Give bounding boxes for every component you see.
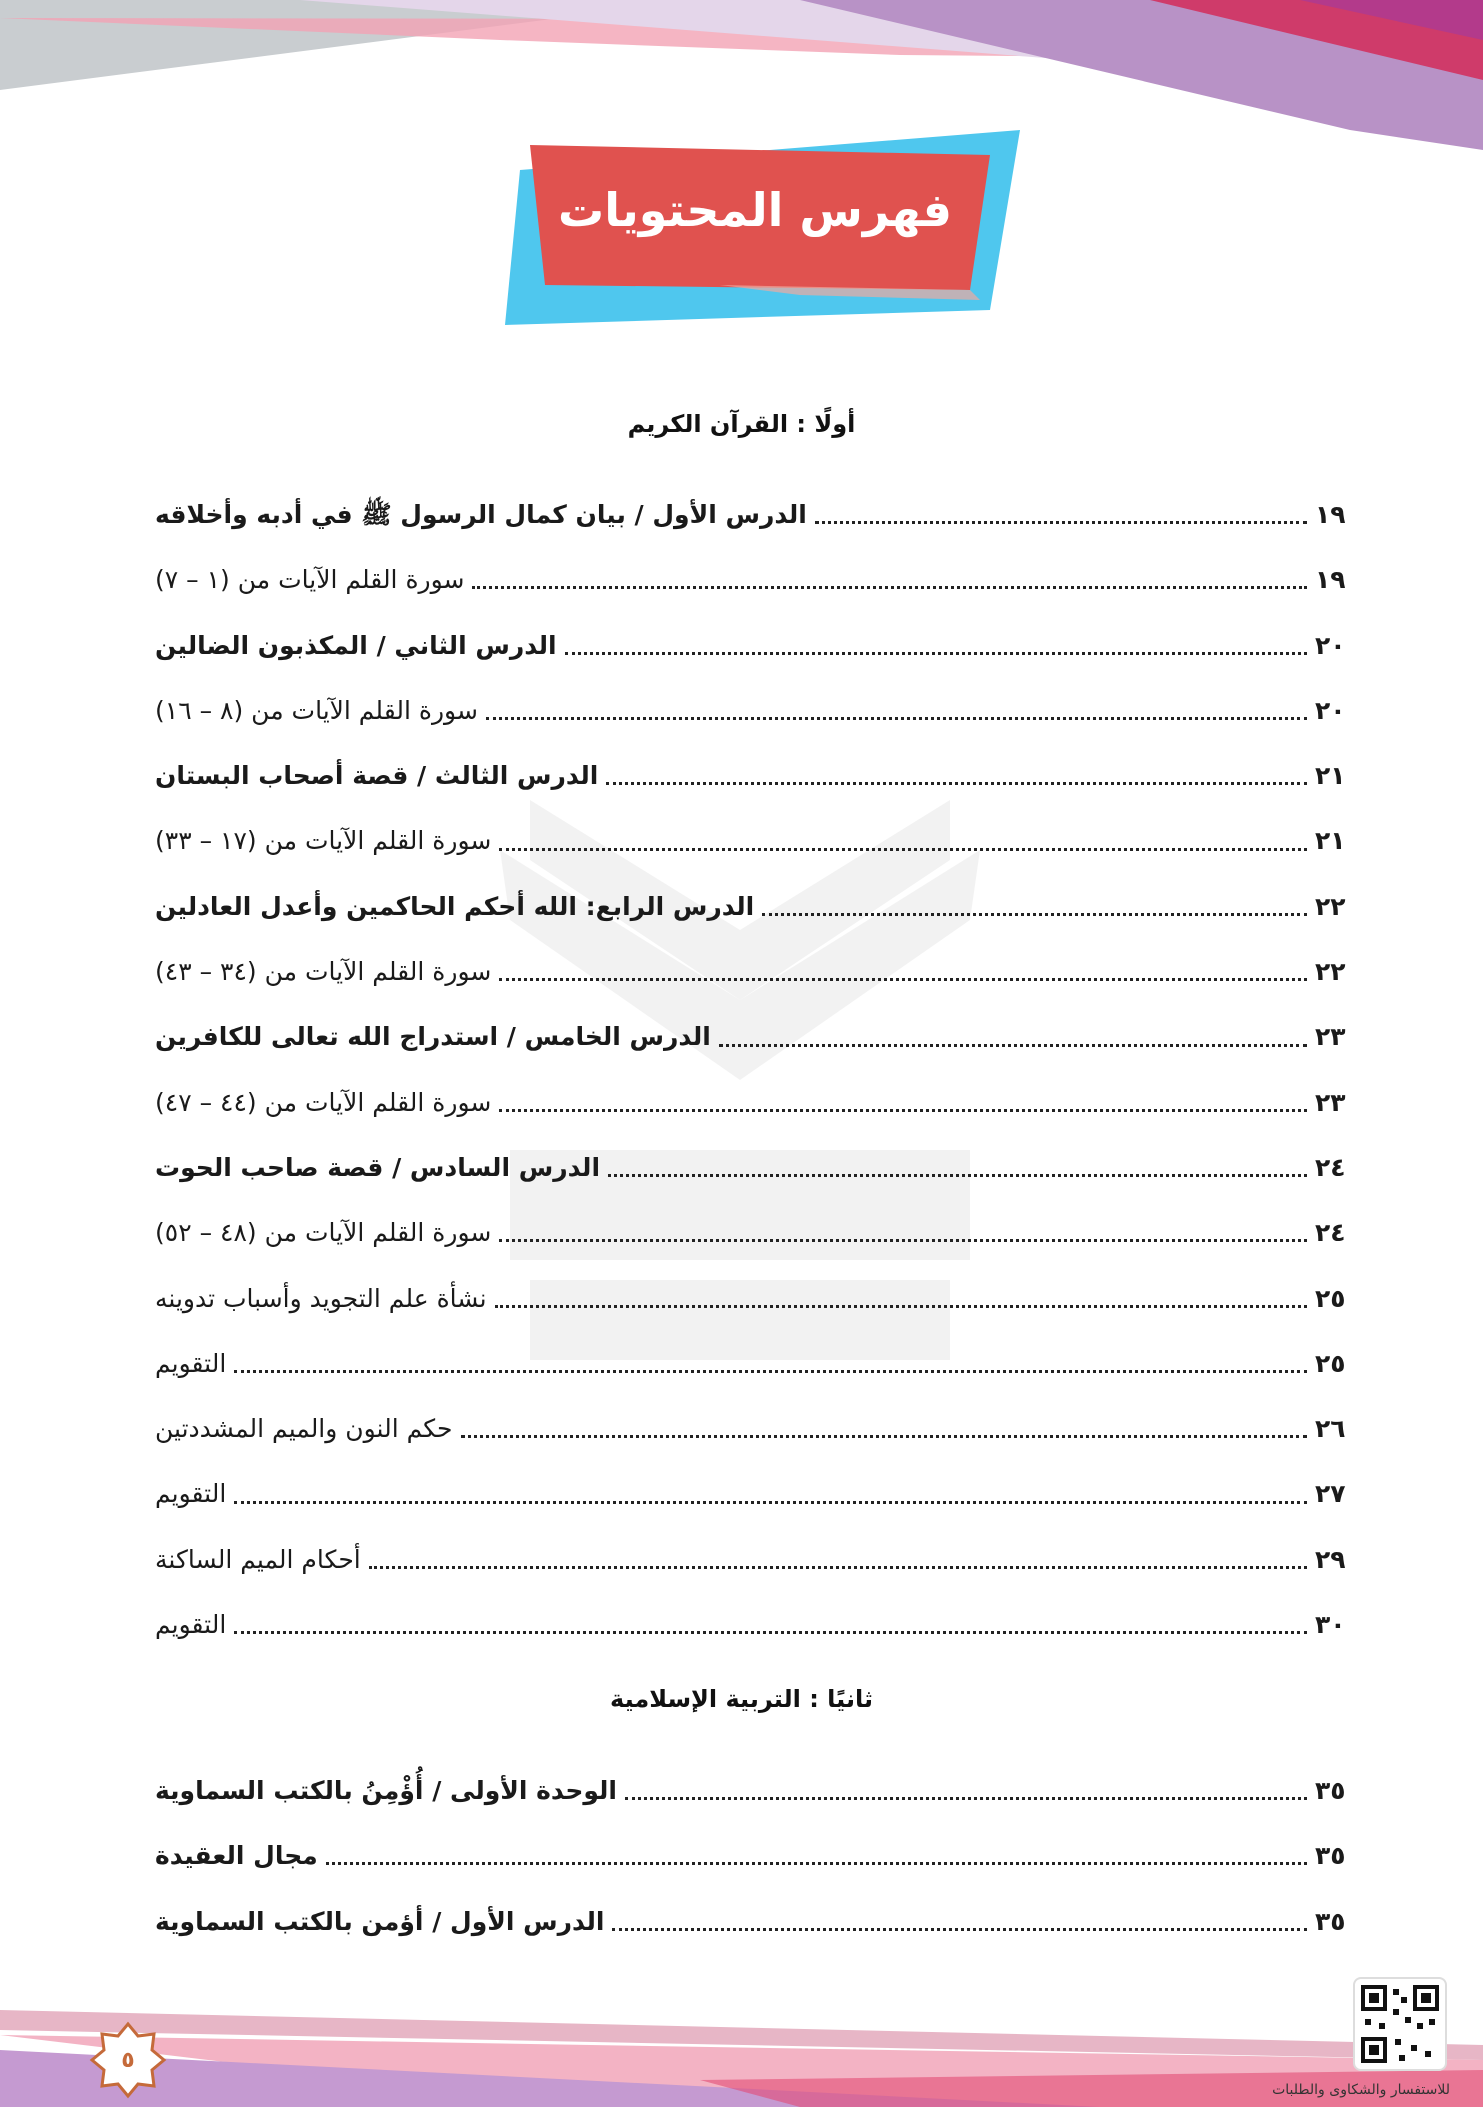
toc-row[interactable] — [155, 678, 1355, 743]
toc-entry-page: ٢٤ — [1315, 1218, 1346, 1248]
dot-leader — [565, 652, 1307, 655]
section-heading-quran: أولًا : القرآن الكريم — [627, 410, 856, 438]
toc-entry-page: ٣٥ — [1315, 1841, 1346, 1871]
toc-entry-title: الدرس الأول / بيان كمال الرسول ﷺ في أدبه وأخلاقه — [155, 500, 807, 529]
toc-entry-page: ٢٧ — [1315, 1479, 1346, 1509]
toc-entry-page: ٢٥ — [1315, 1283, 1346, 1313]
toc-entry-title: سورة القلم الآيات من (١ – ٧) — [155, 565, 465, 595]
toc-entry-title: التقويم — [155, 1479, 227, 1509]
qr-code-icon[interactable] — [1353, 1977, 1447, 2071]
dot-leader — [612, 1928, 1307, 1931]
toc-entry-page: ٢٢ — [1315, 891, 1346, 921]
toc-row[interactable] — [155, 1461, 1355, 1526]
toc-entry-page: ٣٥ — [1315, 1776, 1346, 1805]
toc-row[interactable] — [155, 1331, 1355, 1396]
toc-entry-title: الدرس الثاني / المكذبون الضالين — [155, 630, 557, 660]
dot-leader — [326, 1862, 1307, 1865]
toc-entry-page: ٢٠ — [1315, 630, 1346, 660]
toc-row[interactable] — [155, 808, 1355, 873]
toc-row[interactable] — [155, 1396, 1355, 1461]
toc-entry-title: الوحدة الأولى / أُؤْمِنُ بالكتب السماوية — [155, 1776, 617, 1805]
toc-row[interactable] — [155, 1823, 1355, 1888]
toc-row[interactable] — [155, 1889, 1355, 1954]
toc-row[interactable] — [155, 1070, 1355, 1135]
toc-list-quran — [155, 482, 1355, 1657]
dot-leader — [499, 978, 1307, 981]
toc-entry-title: الدرس الرابع: الله أحكم الحاكمين وأعدل العادلين — [155, 891, 755, 921]
dot-leader — [495, 1305, 1307, 1308]
toc-entry-title: الدرس السادس / قصة صاحب الحوت — [155, 1152, 601, 1182]
page-title-banner — [500, 125, 1030, 325]
dot-leader — [762, 913, 1307, 916]
toc-list-islamic-education — [155, 1758, 1355, 1954]
toc-row[interactable] — [155, 1527, 1355, 1592]
dot-leader — [499, 1239, 1307, 1242]
toc-entry-page: ٣٠ — [1315, 1610, 1346, 1640]
dot-leader — [472, 586, 1307, 589]
dot-leader — [815, 521, 1307, 524]
toc-entry-page: ٢٠ — [1315, 695, 1346, 725]
dot-leader — [606, 782, 1307, 785]
toc-entry-title: أحكام الميم الساكنة — [155, 1544, 361, 1574]
toc-entry-page: ٢٩ — [1315, 1544, 1346, 1574]
dot-leader — [625, 1797, 1307, 1800]
toc-entry-page: ٢٢ — [1315, 957, 1346, 987]
toc-entry-title: سورة القلم الآيات من (٨ – ١٦) — [155, 695, 478, 725]
toc-entry-title: نشأة علم التجويد وأسباب تدوينه — [155, 1283, 487, 1313]
dot-leader — [234, 1370, 1307, 1373]
page-number: ٥ — [121, 2047, 135, 2073]
toc-entry-title: سورة القلم الآيات من (١٧ – ٣٣) — [155, 826, 492, 856]
toc-entry-page: ٢٣ — [1315, 1087, 1346, 1117]
toc-entry-title: سورة القلم الآيات من (٤٤ – ٤٧) — [155, 1087, 492, 1117]
dot-leader — [369, 1566, 1307, 1569]
dot-leader — [608, 1174, 1307, 1177]
toc-row[interactable] — [155, 874, 1355, 939]
toc-row[interactable] — [155, 1135, 1355, 1200]
toc-entry-title: الدرس الثالث / قصة أصحاب البستان — [155, 761, 599, 791]
toc-entry-page: ١٩ — [1315, 565, 1346, 595]
toc-row[interactable] — [155, 482, 1355, 547]
toc-entry-title: حكم النون والميم المشددتين — [155, 1414, 453, 1444]
toc-entry-page: ٢٦ — [1315, 1414, 1346, 1444]
toc-entry-page: ٣٥ — [1315, 1906, 1346, 1936]
toc-row[interactable] — [155, 1004, 1355, 1069]
dot-leader — [461, 1435, 1308, 1438]
toc-entry-title: مجال العقيدة — [155, 1841, 318, 1871]
dot-leader — [499, 848, 1307, 851]
toc-row[interactable] — [155, 1592, 1355, 1657]
toc-row[interactable] — [155, 743, 1355, 808]
toc-row[interactable] — [155, 1758, 1355, 1823]
toc-row[interactable] — [155, 613, 1355, 678]
dot-leader — [486, 717, 1307, 720]
section-heading-islamic-education: ثانيًا : التربية الإسلامية — [610, 1685, 873, 1713]
toc-entry-page: ٢٤ — [1315, 1152, 1346, 1182]
page-title: فهرس المحتويات — [558, 183, 953, 237]
toc-entry-title: الدرس الأول / أؤمن بالكتب السماوية — [155, 1906, 605, 1936]
toc-row[interactable] — [155, 939, 1355, 1004]
toc-entry-title: سورة القلم الآيات من (٤٨ – ٥٢) — [155, 1218, 492, 1248]
toc-entry-title: سورة القلم الآيات من (٣٤ – ٤٣) — [155, 957, 492, 987]
toc-entry-page: ١٩ — [1315, 500, 1346, 529]
toc-entry-page: ٢١ — [1315, 826, 1346, 856]
toc-entry-title: الدرس الخامس / استدراج الله تعالى للكافرين — [155, 1022, 711, 1052]
dot-leader — [234, 1631, 1307, 1634]
qr-caption: للاستفسار والشكاوى والطلبات — [1272, 2082, 1450, 2098]
toc-row[interactable] — [155, 547, 1355, 612]
toc-entry-page: ٢١ — [1315, 761, 1346, 791]
toc-row[interactable] — [155, 1200, 1355, 1265]
dot-leader — [719, 1044, 1307, 1047]
toc-entry-page: ٢٣ — [1315, 1022, 1346, 1052]
toc-entry-title: التقويم — [155, 1610, 227, 1640]
toc-entry-page: ٢٥ — [1315, 1348, 1346, 1378]
dot-leader — [499, 1109, 1307, 1112]
toc-row[interactable] — [155, 1266, 1355, 1331]
dot-leader — [234, 1501, 1307, 1504]
toc-entry-title: التقويم — [155, 1348, 227, 1378]
